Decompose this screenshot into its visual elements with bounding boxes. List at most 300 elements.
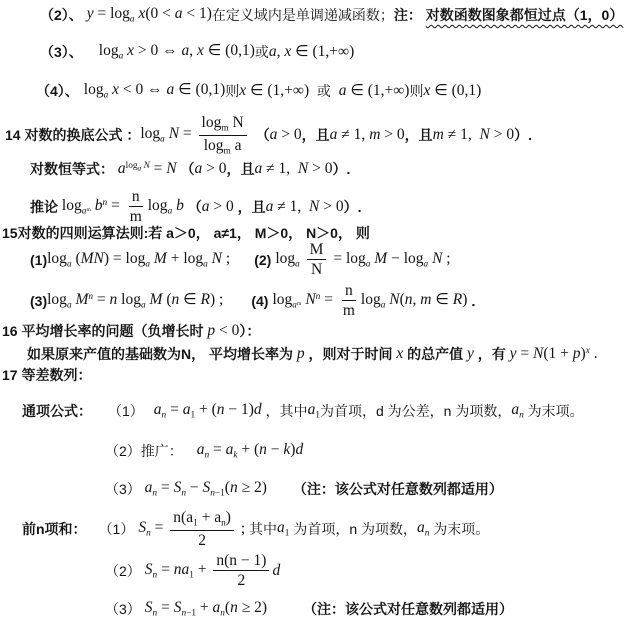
math-text: a xyxy=(234,136,242,154)
math-text: m xyxy=(129,208,142,226)
math-text: M xyxy=(374,249,388,267)
math-text: a xyxy=(186,509,194,526)
fraction-numerator xyxy=(307,240,327,260)
formula xyxy=(361,291,471,311)
fraction xyxy=(307,240,327,280)
math-text: 2 xyxy=(237,572,246,590)
formula xyxy=(195,160,227,178)
math-text: MN xyxy=(80,249,104,267)
math-text: a xyxy=(365,259,371,270)
fraction xyxy=(170,508,234,550)
math-text: a xyxy=(212,599,221,616)
math-text: a xyxy=(66,300,72,311)
math-text: m xyxy=(342,302,355,320)
math-text: a xyxy=(167,206,173,217)
math-text: ∈ xyxy=(431,290,453,308)
math-text: + xyxy=(193,560,211,578)
math-text: , xyxy=(189,42,198,59)
math-text: d xyxy=(295,441,304,458)
text: 或 xyxy=(254,43,269,60)
general-term-extension xyxy=(105,441,303,461)
math-text: N xyxy=(168,125,180,143)
math-text: ∈ (1,+∞) xyxy=(291,42,355,60)
math-text: , xyxy=(412,290,421,308)
formula xyxy=(423,82,481,100)
math-text: S xyxy=(173,479,182,496)
math-text: a xyxy=(203,259,208,270)
bold-text: 推论 xyxy=(30,198,62,215)
math-text: N xyxy=(308,197,320,215)
math-text: log xyxy=(98,42,119,59)
math-text: a xyxy=(196,441,205,458)
math-text: k xyxy=(283,441,291,458)
math-text: 1 xyxy=(284,528,290,539)
math-text: log xyxy=(47,290,67,308)
math-text: log xyxy=(121,290,141,308)
math-text: a xyxy=(181,42,190,59)
math-text: − xyxy=(266,441,284,458)
math-text: > 0 xyxy=(489,126,515,144)
math-text: m xyxy=(221,123,229,134)
math-text: ) xyxy=(225,509,231,526)
bold-text: (1) xyxy=(30,251,48,268)
math-text: = xyxy=(320,290,337,308)
math-text: a xyxy=(153,401,162,418)
formula xyxy=(275,250,303,270)
bold-text: 的总产值 xyxy=(407,345,464,362)
math-text: N xyxy=(533,345,544,362)
math-text: + xyxy=(196,599,213,616)
formula xyxy=(393,345,408,363)
math-text: a xyxy=(117,160,126,177)
math-text: ( xyxy=(181,509,187,526)
math-text: , xyxy=(276,42,285,60)
math-text: a xyxy=(129,14,135,25)
math-text: p xyxy=(207,322,216,339)
bold-text: 对数恒等式： xyxy=(30,160,118,177)
math-text: a xyxy=(265,197,274,215)
subscript xyxy=(224,146,231,156)
formula xyxy=(87,5,212,25)
math-text: a xyxy=(144,479,153,496)
math-text: x xyxy=(396,345,404,362)
math-text: 1 xyxy=(190,410,196,421)
rules-1-2 xyxy=(30,240,451,280)
math-text: 2 xyxy=(198,531,206,549)
math-text: n xyxy=(102,197,108,208)
math-text: = xyxy=(209,441,226,458)
math-text: N xyxy=(310,261,323,279)
math-text: −1 xyxy=(186,608,197,619)
math-text: ∈ (0,1) xyxy=(203,42,255,59)
math-text: ∈ (1,+∞) xyxy=(246,81,310,99)
math-text: log xyxy=(201,114,222,131)
bold-text: （4）、 xyxy=(36,82,79,99)
math-text: n xyxy=(229,479,238,496)
spacer xyxy=(223,300,251,301)
math-text: M xyxy=(153,249,167,267)
math-text: S xyxy=(202,479,211,496)
math-text: (0 < xyxy=(145,5,175,22)
math-text: a xyxy=(81,206,87,217)
bold-text: （2）、 xyxy=(40,6,87,23)
math-text: y xyxy=(509,345,517,362)
math-text: ) xyxy=(462,290,472,308)
math-text: − 1) xyxy=(237,552,267,569)
math-text: −1 xyxy=(214,488,225,499)
spacer xyxy=(144,411,154,412)
math-text: N xyxy=(389,290,400,308)
bold-text: 前n项和： xyxy=(22,520,87,537)
math-text: log xyxy=(345,249,366,267)
fraction-denominator xyxy=(201,136,245,158)
formula xyxy=(148,197,188,217)
math-text: a xyxy=(140,300,146,311)
subscript xyxy=(221,123,228,133)
math-text: b xyxy=(176,196,184,214)
formula xyxy=(145,561,211,581)
log-positive-condition xyxy=(40,42,354,62)
bold-text: ）. xyxy=(343,198,362,215)
math-text: a xyxy=(166,81,175,98)
text: ，其中 xyxy=(261,402,308,419)
formula xyxy=(118,160,181,178)
math-text: a xyxy=(118,51,124,62)
text: 则 xyxy=(225,82,240,99)
formula xyxy=(62,197,124,217)
spacer xyxy=(92,411,108,412)
math-text: S xyxy=(144,560,153,578)
math-text: N xyxy=(297,160,309,177)
subscript xyxy=(181,608,196,618)
math-text: N xyxy=(166,160,177,177)
math-text: n xyxy=(88,291,94,302)
math-text: n xyxy=(161,410,167,421)
fraction-denominator xyxy=(308,260,325,279)
text: 其中 xyxy=(245,520,278,537)
math-text: ; xyxy=(442,249,451,267)
corollary xyxy=(30,187,361,227)
math-text: n xyxy=(152,570,158,581)
math-text: ( xyxy=(224,479,230,496)
fraction-numerator xyxy=(342,281,356,301)
math-text: m xyxy=(420,290,432,308)
math-text: = xyxy=(93,290,110,308)
growth-formula xyxy=(27,345,598,363)
math-text: 1 xyxy=(315,410,320,421)
math-text: ≠ 1, xyxy=(262,160,298,177)
math-text: > 0 ⇔ xyxy=(134,42,182,59)
math-text: log xyxy=(125,249,146,267)
math-text: = xyxy=(150,519,168,536)
text: 或 xyxy=(309,82,339,99)
math-text: ; xyxy=(222,249,231,267)
math-text: a xyxy=(338,81,347,99)
spacer xyxy=(267,609,303,610)
math-text: b xyxy=(94,196,103,214)
math-text: a xyxy=(103,90,109,101)
math-text: R xyxy=(200,290,210,308)
math-text: N xyxy=(143,160,150,171)
math-text: p xyxy=(296,345,305,362)
math-text: n xyxy=(344,282,353,299)
math-text: x xyxy=(423,81,431,99)
subscript xyxy=(210,488,225,498)
math-text: x xyxy=(239,81,247,99)
math-text: d xyxy=(253,401,262,418)
bold-text: 17 等差数列： xyxy=(2,367,92,383)
text: 为末项。 xyxy=(523,402,584,419)
math-text: y xyxy=(86,5,94,22)
formula xyxy=(417,519,429,539)
math-text: ) xyxy=(290,441,296,458)
bold-text: （ xyxy=(180,160,195,177)
math-text: M xyxy=(309,241,324,258)
math-text: x xyxy=(112,81,120,98)
math-text: log xyxy=(203,136,224,154)
formula xyxy=(511,401,523,421)
text: （1） xyxy=(108,402,144,419)
sum-formula-3 xyxy=(105,599,513,619)
text: （3） xyxy=(105,600,141,617)
sec16-heading xyxy=(2,322,260,340)
formula xyxy=(141,479,267,499)
math-text: na xyxy=(173,560,190,578)
math-text: a xyxy=(160,134,165,145)
math-text: N xyxy=(305,290,316,308)
math-text: x xyxy=(127,42,135,59)
math-text: ≠ 1, xyxy=(337,126,370,144)
formula xyxy=(433,126,514,144)
math-text: a xyxy=(417,519,425,536)
math-text: a xyxy=(268,42,277,60)
math-text: S xyxy=(173,599,182,616)
math-text: ᵐ xyxy=(86,206,91,217)
sec14-change-of-base xyxy=(5,113,532,158)
math-text: log xyxy=(61,196,82,214)
math-text: ∈ xyxy=(179,290,201,308)
formula xyxy=(255,160,333,178)
text: （2） xyxy=(105,562,141,579)
math-text: ≥ 2) xyxy=(237,479,267,496)
math-text: = xyxy=(107,196,124,214)
math-text: log xyxy=(183,249,204,267)
math-text: a xyxy=(254,160,263,177)
formula xyxy=(293,345,309,363)
math-text: n xyxy=(230,599,238,616)
bold-text: 15对数的四则运算法则:若 a＞0， a≠1， M＞0， N＞0， 则 xyxy=(2,225,370,241)
formula xyxy=(202,198,238,216)
formula xyxy=(197,441,304,461)
superscript xyxy=(126,161,150,171)
bold-text: ，则对于时间 xyxy=(308,345,393,362)
math-text: a xyxy=(194,160,203,177)
math-text: 1 xyxy=(193,518,198,529)
math-text: ∈ (0,1) xyxy=(430,81,482,99)
text: （3） xyxy=(105,480,141,497)
formula xyxy=(266,198,344,216)
fraction-numerator xyxy=(170,508,234,531)
math-text: a xyxy=(307,401,316,418)
math-text: = xyxy=(157,560,174,578)
math-text: n xyxy=(173,509,182,526)
math-text: n xyxy=(131,188,140,205)
spacer xyxy=(83,52,99,53)
math-text: m xyxy=(432,126,444,144)
math-text: + xyxy=(166,249,184,267)
formula xyxy=(47,291,223,311)
math-text: N xyxy=(232,114,244,131)
fraction-denominator xyxy=(340,301,358,320)
math-text: M xyxy=(149,290,163,308)
math-text: log xyxy=(47,249,67,267)
fraction-numerator xyxy=(129,187,143,207)
math-text: = xyxy=(149,160,167,177)
math-text: ; xyxy=(236,519,246,537)
math-text: + ( xyxy=(237,441,260,458)
formula xyxy=(203,322,239,340)
math-text: < 1) xyxy=(182,5,212,22)
text: 则 xyxy=(409,82,424,99)
formula xyxy=(138,519,167,539)
math-text: > 0 xyxy=(209,197,238,215)
math-text: m xyxy=(223,146,231,157)
math-text: y xyxy=(467,345,474,362)
fraction-numerator xyxy=(199,113,247,136)
spacer xyxy=(267,489,293,490)
math-text: n xyxy=(216,552,225,569)
bold-text: ）. xyxy=(514,127,532,144)
math-text: N xyxy=(432,249,443,267)
math-text: a xyxy=(225,441,234,458)
math-text: x xyxy=(138,5,146,22)
bold-text: 16 平均增长率的问题（负增长时 xyxy=(2,322,204,339)
math-text: 1 xyxy=(189,570,194,581)
math-text: − 1) xyxy=(224,401,254,418)
math-text: a xyxy=(137,163,142,173)
math-text: = xyxy=(166,401,183,418)
math-text: M xyxy=(75,290,89,308)
math-text: log xyxy=(140,125,161,143)
math-text: R xyxy=(452,290,463,308)
math-text: (1 + xyxy=(543,345,573,362)
math-text: log xyxy=(110,5,130,22)
bold-text: ，且 xyxy=(226,160,255,177)
spacer xyxy=(87,529,99,530)
math-text: ( xyxy=(224,552,230,569)
math-text: a xyxy=(145,259,151,270)
math-text: a xyxy=(66,259,72,270)
math-text: ≠ 1, xyxy=(443,126,480,144)
math-text: ∈ (1,+∞) xyxy=(346,81,410,99)
formula xyxy=(339,82,410,100)
bold-text: ，且 xyxy=(301,127,330,144)
fraction-denominator xyxy=(195,531,209,550)
math-text: = xyxy=(93,5,111,22)
math-text: a xyxy=(214,509,222,526)
bold-text: 通项公式： xyxy=(22,402,92,419)
math-text: n xyxy=(204,450,210,461)
bold-text: (2) xyxy=(254,251,272,268)
text: 在定义域内是单调递减函数； xyxy=(211,6,394,23)
math-text: = xyxy=(516,345,534,362)
math-text: ) ; xyxy=(209,290,224,308)
math-text: n xyxy=(404,290,413,308)
math-text: < 0 xyxy=(215,322,240,339)
math-text: n xyxy=(519,410,524,421)
spacer xyxy=(230,259,254,260)
formula xyxy=(270,126,302,144)
math-text: n xyxy=(152,608,158,619)
formula xyxy=(329,250,450,270)
bold-text: ）. xyxy=(332,160,351,177)
formula xyxy=(145,599,267,619)
math-text: n xyxy=(171,290,180,308)
general-term-diff xyxy=(105,479,503,499)
math-text: d xyxy=(272,561,281,579)
math-text: a xyxy=(380,300,386,311)
fraction-denominator xyxy=(235,571,249,590)
math-text: > 0 xyxy=(380,126,405,144)
math-text xyxy=(300,250,304,267)
formula xyxy=(308,401,320,421)
math-text: n xyxy=(109,290,118,308)
fraction-denominator xyxy=(127,207,145,226)
math-text: n xyxy=(229,552,238,569)
math-text: . xyxy=(589,345,598,362)
math-text: = xyxy=(157,599,174,616)
math-text: n xyxy=(216,401,225,418)
math-text: a xyxy=(292,300,297,311)
bold-text: 14 对数的换底公式 ： xyxy=(5,127,141,144)
math-text: n xyxy=(315,291,321,302)
math-text: n xyxy=(181,488,186,499)
math-text: p xyxy=(572,345,581,362)
bold-text: （注：该公式对任意数列都适用） xyxy=(292,480,503,497)
math-text: − xyxy=(387,249,404,267)
math-text: x xyxy=(197,42,204,59)
math-text: = xyxy=(329,249,346,267)
formula xyxy=(84,81,225,101)
sum-formula-1 xyxy=(22,508,489,550)
bold-text: （注：该公式对任意数列都适用） xyxy=(303,600,514,617)
math-text: m xyxy=(369,126,381,144)
math-text: a xyxy=(295,259,300,270)
math-text: ( xyxy=(71,249,81,267)
formula xyxy=(272,291,336,311)
math-text: k xyxy=(233,450,238,461)
bold-text: （ xyxy=(187,198,202,215)
bold-text: （ xyxy=(255,127,270,144)
spacer xyxy=(187,451,197,452)
math-text: log xyxy=(83,81,104,98)
math-text: log xyxy=(275,249,296,267)
subscript xyxy=(82,206,91,216)
math-text: a xyxy=(277,519,285,536)
text: 为首项，n 为项数， xyxy=(289,520,418,537)
math-text: ) = xyxy=(103,249,126,267)
bold-text: (3) xyxy=(30,292,48,309)
fraction xyxy=(127,187,145,227)
formula xyxy=(154,401,262,421)
bold-text: 如果原来产值的基础数为N， 平均增长率为 xyxy=(27,345,293,362)
formula xyxy=(47,250,230,270)
formula xyxy=(506,345,598,363)
math-text: log xyxy=(360,290,381,308)
formula xyxy=(140,125,195,145)
bold-text: ，有 xyxy=(477,345,506,362)
math-text: ≥ 2) xyxy=(237,599,268,616)
